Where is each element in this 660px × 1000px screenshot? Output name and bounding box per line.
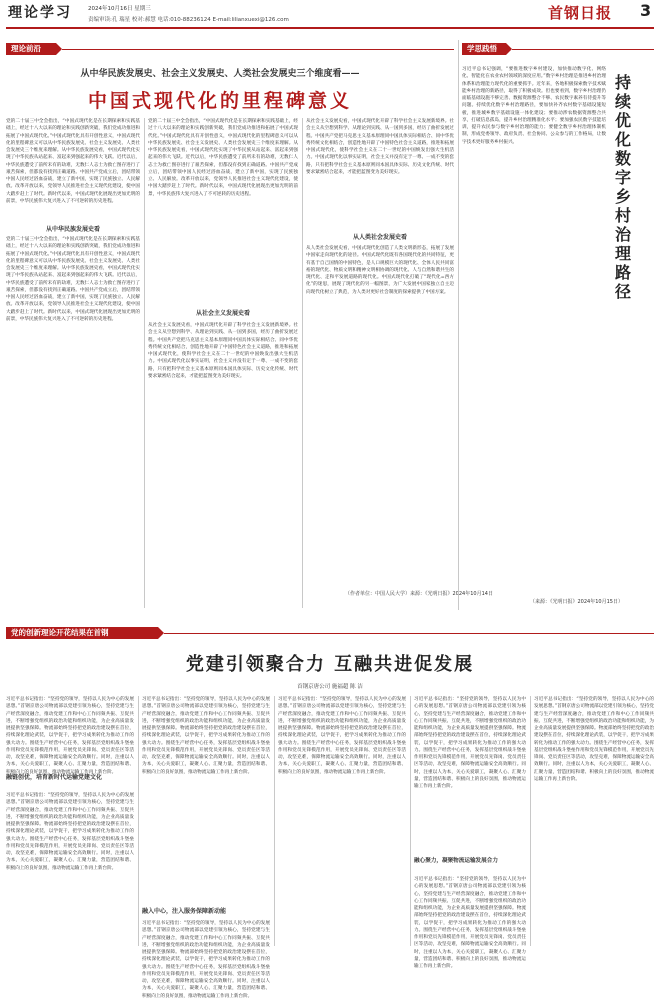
article-kicker: 从中华民族发展史、社会主义发展史、人类社会发展史三个维度看—— [80, 69, 360, 79]
column-divider [302, 118, 303, 608]
section-title: 理论学习 [8, 5, 72, 21]
subhead-socialism: 从社会主义发展史看 [195, 310, 250, 317]
column-divider [138, 696, 139, 946]
bottom-body-col1-part2: 习近平总书记指出：“坚持党的领导，坚持以人民为中心的发展思想。”首钢京唐公司物流部以党建引领为核心，坚持党建与生产经营深度融合，推动党建工作和中心工作同频共振、互促共进，不断增强党组织的政治功能和组织功能，为企业高质量发展提供坚强保障。物流部始终坚持把党的政治建设摆在首位，持续深化理论武装，以学促干，把学习成果转化为推动工作的强大动力。围绕生产经营中心任务，发挥基层党组织战斗堡垒作用和党员先锋模范作用，开展党员先锋岗、党员责任区等活动，攻坚克难，保障物流运输安全高效顺行。同时，注重以人为本，关心关爱职工，凝聚人心、汇聚力量，营造团结和谐、积极向上的良好氛围，推动物流运输工作再上新台阶。 [6, 793, 134, 871]
section-label-party-theory: 党的创新理论开花结果在首钢 [6, 627, 158, 639]
article-headline: 中国式现代化的里程碑意义 [87, 90, 352, 112]
newspaper-logo: 首钢日报 [548, 4, 613, 22]
side-article-headline: 持续优化数字乡村治理路径 [614, 73, 631, 301]
article-source: （作者单位：中国人民大学）来源：《光明日报》2024年10月14日 [345, 591, 493, 597]
article-body-col1-part1: 党的二十届三中全会指出，“中国式现代化是在长期探索和实践基础上，经过十八大以来的理论和实践创新突破，我们党成功推进和拓展了中国式现代化。”中国式现代化具有开创性意义，中国式现代化的里程碑意义可以从中华民族发展史、社会主义发展史、人类社会发展史三个维度来理解。从中华民族发展史看，中国式现代化实现了中华民族从站起来、富起来到强起来的伟大飞跃。近代以后，中华民族遭受了前所未有的劫难，无数仁人志士为救亡图存进行了艰苦探索，但都没有找到正确道路。中国共产党成立后，团结带领中国人民经过浴血奋战，建立了新中国，实现了民族独立、人民解放。改革开放以来，党领导人民推进社会主义现代化建设，使中国大踏步赶上了时代。新时代以来，中国式现代化展现出更加光明的前景，中华民族伟大复兴进入了不可逆转的历史进程。 [6, 119, 140, 204]
subhead-cohesion: 融心聚力，凝聚物流运输发展合力 [414, 858, 498, 864]
date-line: 2024年10月16日 星期三 [88, 6, 151, 12]
masthead [0, 0, 660, 30]
article-body-col2-part2: 从社会主义发展史看，中国式现代化开辟了科学社会主义发展新境界。社会主义从空想到科学、从理论到实践、从一国到多国，经历了曲折发展过程。中国共产党把马克思主义基本原理同中国具体实际相结合、同中华优秀传统文化相结合，创造性地开辟了中国特色社会主义道路，推进和拓展中国式现代化，使科学社会主义在二十一世纪的中国焕发出强大生机活力。中国式现代化以事实证明，社会主义并没有定于一尊、一成不变的套路，只有把科学社会主义基本原则同本国具体实际、历史文化传统、时代要求紧密结合起来，才能把蓝图变为美好现实。 [148, 323, 298, 379]
bottom-body-col5: 习近平总书记指出：“坚持党的领导，坚持以人民为中心的发展思想。”首钢京唐公司物流部以党建引领为核心，坚持党建与生产经营深度融合，推动党建工作和中心工作同频共振、互促共进，不断增强党组织的政治功能和组织功能，为企业高质量发展提供坚强保障。物流部始终坚持把党的政治建设摆在首位，持续深化理论武装，以学促干，把学习成果转化为推动工作的强大动力。围绕生产经营中心任务，发挥基层党组织战斗堡垒作用和党员先锋模范作用，开展党员先锋岗、党员责任区等活动，攻坚克难，保障物流运输安全高效顺行。同时，注重以人为本，关心关爱职工，凝聚人心、汇聚力量，营造团结和谐、积极向上的良好氛围，推动物流运输工作再上新台阶。 [534, 697, 654, 782]
article-body-col3-part1: 从社会主义发展史看，中国式现代化开辟了科学社会主义发展新境界。社会主义从空想到科学、从理论到实践、从一国到多国，经历了曲折发展过程。中国共产党把马克思主义基本原理同中国具体实际相结合、同中华优秀传统文化相结合，创造性地开辟了中国特色社会主义道路，推进和拓展中国式现代化，使科学社会主义在二十一世纪的中国焕发出强大生机活力。中国式现代化以事实证明，社会主义并没有定于一尊、一成不变的套路，只有把科学社会主义基本原则同本国具体实际、历史文化传统、时代要求紧密结合起来，才能把蓝图变为美好现实。 [306, 119, 454, 175]
side-article-body: 习近平总书记强调，“要推进数字乡村建设，加快推动数字化、网络化、智能化在农业农村领域的深度应用。”数字乡村治理是推进乡村治理体系和治理能力现代化的重要抓手。近年来，各地积极探索数字技术赋能乡村治理的新路径，取得了积极成效。但也要看到，数字乡村治理仍面临基础设施不够完善、数据资源整合不够、农民数字素养有待提升等问题。持续优化数字乡村治理路径，要加快补齐农村数字基础设施短板，推进城乡数字基础设施一体化建设；要推动涉农数据资源整合共享，打破信息孤岛，提升乡村治理精准化水平；要加强农民数字技能培训，提升农民参与数字乡村治理的能力；要健全数字乡村治理体制机制，形成党委领导、政府负责、社会协同、公众参与的工作格局，让数字技术更好服务乡村振兴。 [462, 67, 606, 145]
bottom-article-byline: 首钢京唐公司 施福超 陈 洁 [297, 684, 363, 690]
bottom-body-col4-part1: 习近平总书记指出：“坚持党的领导，坚持以人民为中心的发展思想。”首钢京唐公司物流部以党建引领为核心，坚持党建与生产经营深度融合，推动党建工作和中心工作同频共振、互促共进，不断增强党组织的政治功能和组织功能，为企业高质量发展提供坚强保障。物流部始终坚持把党的政治建设摆在首位，持续深化理论武装，以学促干，把学习成果转化为推动工作的强大动力。围绕生产经营中心任务，发挥基层党组织战斗堡垒作用和党员先锋模范作用，开展党员先锋岗、党员责任区等活动，攻坚克难，保障物流运输安全高效顺行。同时，注重以人为本，关心关爱职工，凝聚人心、汇聚力量，营造团结和谐、积极向上的良好氛围，推动物流运输工作再上新台阶。 [414, 697, 526, 789]
bottom-body-col2-part1: 习近平总书记指出：“坚持党的领导，坚持以人民为中心的发展思想。”首钢京唐公司物流部以党建引领为核心，坚持党建与生产经营深度融合，推动党建工作和中心工作同频共振、互促共进，不断增强党组织的政治功能和组织功能，为企业高质量发展提供坚强保障。物流部始终坚持把党的政治建设摆在首位，持续深化理论武装，以学促干，把学习成果转化为推动工作的强大动力。围绕生产经营中心任务，发挥基层党组织战斗堡垒作用和党员先锋模范作用，开展党员先锋岗、党员责任区等活动，攻坚克难，保障物流运输安全高效顺行。同时，注重以人为本，关心关爱职工，凝聚人心、汇聚力量，营造团结和谐、积极向上的良好氛围，推动物流运输工作再上新台阶。 [142, 697, 270, 775]
column-divider [144, 118, 145, 608]
subhead-chinese-nation: 从中华民族发展史看 [45, 226, 100, 233]
article-body-col1-part2: 党的二十届三中全会指出，“中国式现代化是在长期探索和实践基础上，经过十八大以来的理论和实践创新突破，我们党成功推进和拓展了中国式现代化。”中国式现代化具有开创性意义，中国式现代化的里程碑意义可以从中华民族发展史、社会主义发展史、人类社会发展史三个维度来理解。从中华民族发展史看，中国式现代化实现了中华民族从站起来、富起来到强起来的伟大飞跃。近代以后，中华民族遭受了前所未有的劫难，无数仁人志士为救亡图存进行了艰苦探索，但都没有找到正确道路。中国共产党成立后，团结带领中国人民经过浴血奋战，建立了新中国，实现了民族独立、人民解放。改革开放以来，党领导人民推进社会主义现代化建设，使中国大踏步赶上了时代。新时代以来，中国式现代化展现出更加光明的前景，中华民族伟大复兴进入了不可逆转的历史进程。 [6, 237, 140, 322]
bottom-article-headline: 党建引领聚合力 互融共进促发展 [185, 654, 475, 675]
masthead-rule [6, 27, 654, 29]
subhead-service: 融入中心，注入服务保障新动能 [142, 908, 227, 915]
section-rule [512, 49, 654, 50]
side-article-source: （来源：《光明日报》2024年10月15日） [530, 599, 623, 605]
column-divider [410, 696, 411, 946]
section-label-study-practice: 学思践悟 [462, 43, 506, 55]
article-body-col2-part1: 党的二十届三中全会指出，“中国式现代化是在长期探索和实践基础上，经过十八大以来的理论和实践创新突破，我们党成功推进和拓展了中国式现代化。”中国式现代化具有开创性意义，中国式现代化的里程碑意义可以从中华民族发展史、社会主义发展史、人类社会发展史三个维度来理解。从中华民族发展史看，中国式现代化实现了中华民族从站起来、富起来到强起来的伟大飞跃。近代以后，中华民族遭受了前所未有的劫难，无数仁人志士为救亡图存进行了艰苦探索，但都没有找到正确道路。中国共产党成立后，团结带领中国人民经过浴血奋战，建立了新中国，实现了民族独立、人民解放。改革开放以来，党领导人民推进社会主义现代化建设，使中国大踏步赶上了时代。新时代以来，中国式现代化展现出更加光明的前景，中华民族伟大复兴进入了不可逆转的历史进程。 [148, 119, 298, 197]
page-number: 3 [640, 1, 652, 20]
section-label-theory-frontier: 理论前沿 [6, 43, 56, 55]
column-divider [458, 40, 459, 610]
bottom-body-col2-part2: 习近平总书记指出：“坚持党的领导，坚持以人民为中心的发展思想。”首钢京唐公司物流部以党建引领为核心，坚持党建与生产经营深度融合，推动党建工作和中心工作同频共振、互促共进，不断增强党组织的政治功能和组织功能，为企业高质量发展提供坚强保障。物流部始终坚持把党的政治建设摆在首位，持续深化理论武装，以学促干，把学习成果转化为推动工作的强大动力。围绕生产经营中心任务，发挥基层党组织战斗堡垒作用和党员先锋模范作用，开展党员先锋岗、党员责任区等活动，攻坚克难，保障物流运输安全高效顺行。同时，注重以人为本，关心关爱职工，凝聚人心、汇聚力量，营造团结和谐、积极向上的良好氛围，推动物流运输工作再上新台阶。 [142, 921, 270, 999]
subhead-human-society: 从人类社会发展史看 [352, 234, 407, 241]
article-body-col3-part2: 从人类社会发展史看，中国式现代化创造了人类文明新形态，拓展了发展中国家走向现代化的途径。中国式现代化既有各国现代化的共同特征，更有基于自己国情的中国特色，是人口规模巨大的现代化、全体人民共同富裕的现代化、物质文明和精神文明相协调的现代化、人与自然和谐共生的现代化、走和平发展道路的现代化。中国式现代化打破了“现代化=西方化”的迷思，展现了现代化的另一幅图景，为广大发展中国家独立自主迈向现代化树立了典范，为人类对更好社会制度的探索提供了中国方案。 [306, 246, 454, 295]
section-rule [62, 49, 454, 50]
subhead-culture: 融链创优，培育新时代运输党建文化 [6, 774, 103, 781]
bottom-body-col4-part2: 习近平总书记指出：“坚持党的领导，坚持以人民为中心的发展思想。”首钢京唐公司物流部以党建引领为核心，坚持党建与生产经营深度融合，推动党建工作和中心工作同频共振、互促共进，不断增强党组织的政治功能和组织功能，为企业高质量发展提供坚强保障。物流部始终坚持把党的政治建设摆在首位，持续深化理论武装，以学促干，把学习成果转化为推动工作的强大动力。围绕生产经营中心任务，发挥基层党组织战斗堡垒作用和党员先锋模范作用，开展党员先锋岗、党员责任区等活动，攻坚克难，保障物流运输安全高效顺行。同时，注重以人为本，关心关爱职工，凝聚人心、汇聚力量，营造团结和谐、积极向上的良好氛围，推动物流运输工作再上新台阶。 [414, 877, 526, 969]
bottom-body-col1-part1: 习近平总书记指出：“坚持党的领导，坚持以人民为中心的发展思想。”首钢京唐公司物流部以党建引领为核心，坚持党建与生产经营深度融合，推动党建工作和中心工作同频共振、互促共进，不断增强党组织的政治功能和组织功能，为企业高质量发展提供坚强保障。物流部始终坚持把党的政治建设摆在首位，持续深化理论武装，以学促干，把学习成果转化为推动工作的强大动力。围绕生产经营中心任务，发挥基层党组织战斗堡垒作用和党员先锋模范作用，开展党员先锋岗、党员责任区等活动，攻坚克难，保障物流运输安全高效顺行。同时，注重以人为本，关心关爱职工，凝聚人心、汇聚力量，营造团结和谐、积极向上的良好氛围，推动物流运输工作再上新台阶。 [6, 697, 134, 775]
column-divider [274, 696, 275, 946]
section-rule [164, 633, 654, 634]
column-divider [530, 696, 531, 946]
editor-line: 责编审读:孔 瑞星 校对:郝慧 电话:010-88236124 E-mail:lilianxuexi@126.com [88, 17, 289, 23]
bottom-body-col3: 习近平总书记指出：“坚持党的领导，坚持以人民为中心的发展思想。”首钢京唐公司物流部以党建引领为核心，坚持党建与生产经营深度融合，推动党建工作和中心工作同频共振、互促共进，不断增强党组织的政治功能和组织功能，为企业高质量发展提供坚强保障。物流部始终坚持把党的政治建设摆在首位，持续深化理论武装，以学促干，把学习成果转化为推动工作的强大动力。围绕生产经营中心任务，发挥基层党组织战斗堡垒作用和党员先锋模范作用，开展党员先锋岗、党员责任区等活动，攻坚克难，保障物流运输安全高效顺行。同时，注重以人为本，关心关爱职工，凝聚人心、汇聚力量，营造团结和谐、积极向上的良好氛围，推动物流运输工作再上新台阶。 [278, 697, 406, 775]
